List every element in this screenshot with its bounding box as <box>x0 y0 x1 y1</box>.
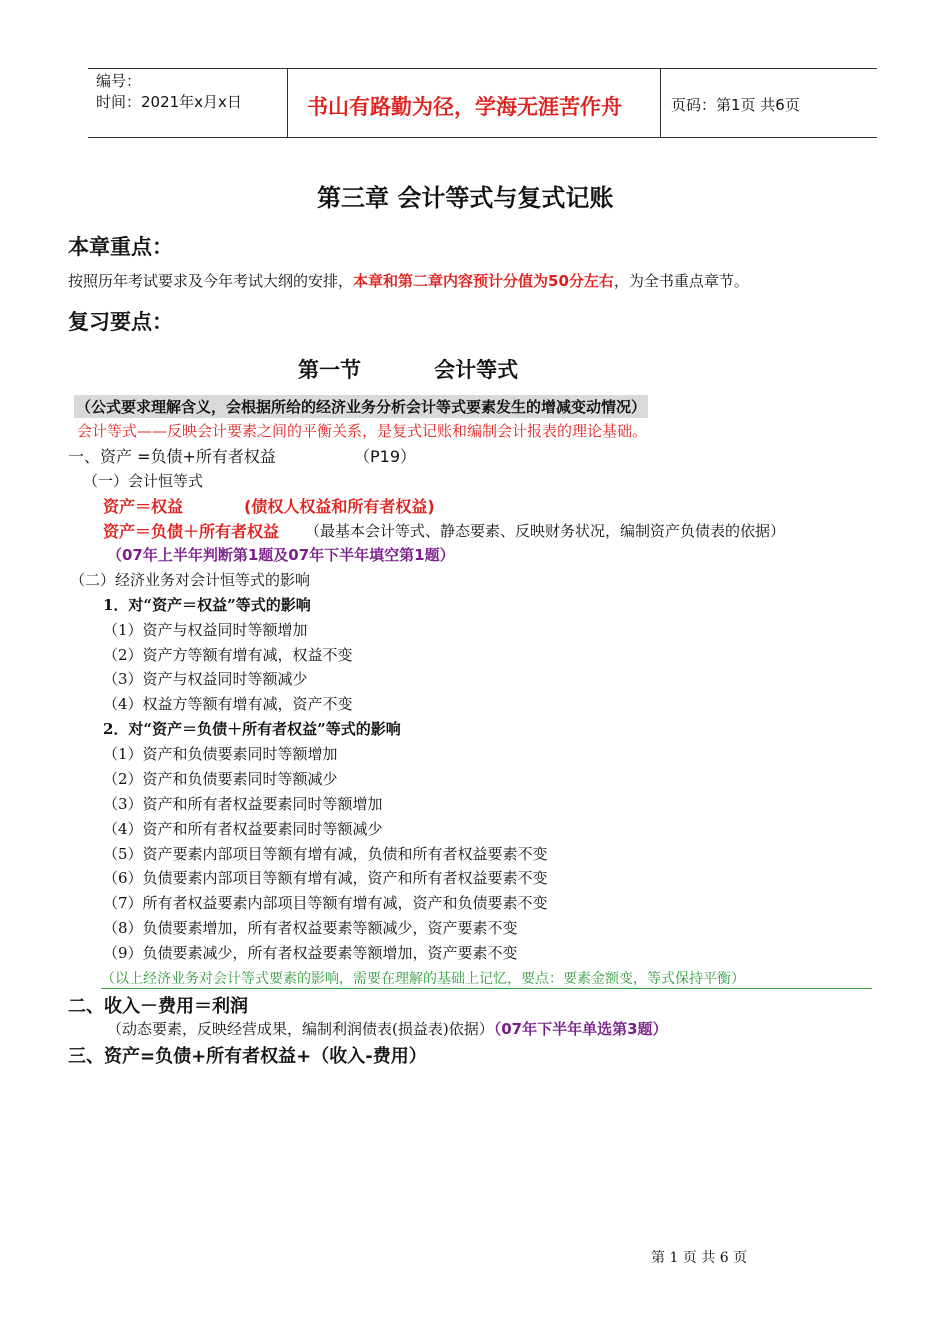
item3-title: 三、资产=负债+所有者权益+（收入-费用） <box>68 1046 427 1067</box>
item2-exam-ref: （07年下半年单选第3题） <box>493 1020 668 1038</box>
definition-text: 会计等式——反映会计要素之间的平衡关系，是复式记账和编制会计报表的理论基础。 <box>77 422 648 440</box>
list-item: （7）所有者权益要素内部项目等额有增有减，资产和负债要素不变 <box>103 894 548 912</box>
item1-summary-note: （以上经济业务对会计等式要素的影响，需要在理解的基础上记忆，要点：要素金额变，等式保持平衡） <box>101 968 872 989</box>
header-time-label: 时间：2021年x月x日 <box>96 93 242 111</box>
key-points-heading: 本章重点： <box>68 235 173 259</box>
item2-title: 二、收入－费用＝利润 <box>68 996 248 1017</box>
header-page-label: 页码：第1页 共6页 <box>671 96 800 114</box>
header-divider <box>287 69 288 137</box>
item1-part2-title: 2．对“资产＝负债＋所有者权益”等式的影响 <box>103 720 401 738</box>
item1-page-ref: （P19） <box>354 447 417 466</box>
review-heading: 复习要点： <box>68 310 173 334</box>
list-item: （6）负债要素内部项目等额有增有减，资产和所有者权益要素不变 <box>103 869 548 887</box>
key-points-text-highlight: 本章和第二章内容预计分值为50分左右 <box>353 272 614 290</box>
chapter-title: 第三章 会计等式与复式记账 <box>317 184 614 212</box>
list-item: （2）资产和负债要素同时等额减少 <box>103 770 338 788</box>
item1-exam-ref: （07年上半年判断第1题及07年下半年填空第1题） <box>107 546 455 564</box>
list-item: （3）资产和所有者权益要素同时等额增加 <box>103 795 383 813</box>
list-item: （4）权益方等额有增有减，资产不变 <box>103 695 353 713</box>
key-points-text <box>68 270 749 291</box>
item1-eq1-note: (债权人权益和所有者权益) <box>244 497 435 516</box>
item1-eq1: 资产＝权益 <box>103 497 184 516</box>
item2-note <box>107 1018 668 1039</box>
item1-sub1-title: （一）会计恒等式 <box>83 472 204 490</box>
header-divider <box>660 69 661 137</box>
list-item: （3）资产与权益同时等额减少 <box>103 670 308 688</box>
list-item: （2）资产方等额有增有减，权益不变 <box>103 646 353 664</box>
item1-title: 一、资产 =负债+所有者权益 <box>68 447 276 466</box>
list-item: （8）负债要素增加，所有者权益要素等额减少，资产要素不变 <box>103 919 518 937</box>
list-item: （5）资产要素内部项目等额有增有减，负债和所有者权益要素不变 <box>103 845 548 863</box>
item2-note-text: （动态要素，反映经营成果，编制利润债表(损益表)依据） <box>107 1020 494 1038</box>
item1-sub2-title: （二）经济业务对会计恒等式的影响 <box>70 571 311 589</box>
section-title: 第一节 会计等式 <box>298 358 519 382</box>
list-item: （9）负债要素减少，所有者权益要素等额增加，资产要素不变 <box>103 944 518 962</box>
formula-note: （公式要求理解含义，会根据所给的经济业务分析会计等式要素发生的增减变动情况） <box>74 395 648 418</box>
list-item: （4）资产和所有者权益要素同时等额减少 <box>103 820 383 838</box>
key-points-text-after: ，为全书重点章节。 <box>613 272 749 290</box>
item1-eq2: 资产＝负债＋所有者权益 <box>103 522 280 541</box>
item1-part1-title: 1．对“资产＝权益”等式的影响 <box>103 596 311 614</box>
item1-eq2-note: （最基本会计等式、静态要素、反映财务状况，编制资产负债表的依据） <box>305 522 786 540</box>
header-number-label: 编号： <box>96 72 142 90</box>
header-motto: 书山有路勤为径，学海无涯苦作舟 <box>307 95 622 119</box>
list-item: （1）资产和负债要素同时等额增加 <box>103 745 338 763</box>
list-item: （1）资产与权益同时等额增加 <box>103 621 308 639</box>
page-footer: 第 1 页 共 6 页 <box>651 1250 748 1266</box>
key-points-text-before: 按照历年考试要求及今年考试大纲的安排， <box>68 272 354 290</box>
